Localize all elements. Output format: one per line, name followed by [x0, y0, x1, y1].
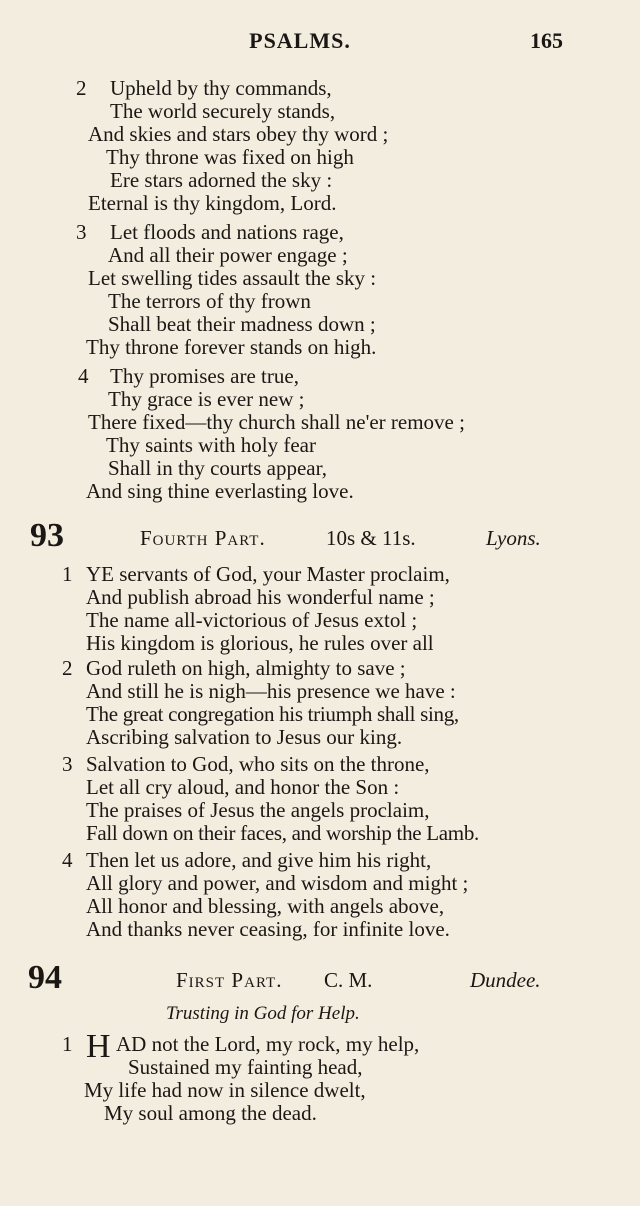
verse-line: Shall in thy courts appear, — [108, 456, 328, 480]
psalm-part: Fourth Part. — [140, 526, 266, 550]
verse-line: Thy grace is ever new ; — [108, 387, 305, 411]
psalm-part: First Part. — [176, 968, 283, 992]
verse-line: Let swelling tides assault the sky : — [88, 266, 377, 290]
verse-line: All honor and blessing, with angels above, — [86, 894, 445, 918]
verse-line: Salvation to God, who sits on the throne, — [86, 752, 430, 776]
verse-line: Thy throne was fixed on high — [106, 145, 354, 169]
stanza-number: 1 — [62, 562, 73, 586]
verse-line: All glory and power, and wisdom and might ; — [86, 871, 469, 895]
verse-line: Thy saints with holy fear — [106, 433, 316, 457]
psalm-tune: Lyons. — [486, 526, 541, 550]
verse-line: And thanks never ceasing, for infinite love. — [86, 917, 450, 941]
stanza-number: 2 — [62, 656, 73, 680]
verse-line: Thy promises are true, — [110, 364, 299, 388]
verse-line: Sustained my fainting head, — [128, 1055, 363, 1079]
stanza-number: 3 — [62, 752, 73, 776]
verse-line: His kingdom is glorious, he rules over all — [86, 631, 434, 655]
page-number: 165 — [530, 28, 563, 53]
verse-line: And publish abroad his wonderful name ; — [86, 585, 435, 609]
verse-line: And still he is nigh—his presence we have : — [86, 679, 456, 703]
psalm-meter: 10s & 11s. — [326, 526, 416, 550]
stanza-number: 1 — [62, 1032, 73, 1056]
verse-line: AD not the Lord, my rock, my help, — [116, 1032, 420, 1056]
verse-line: And skies and stars obey thy word ; — [88, 122, 389, 146]
running-header-title: PSALMS. — [249, 28, 351, 53]
verse-line: And all their power engage ; — [108, 243, 348, 267]
psalm-number: 93 — [30, 517, 64, 554]
verse-line: YE servants of God, your Master proclaim, — [86, 562, 450, 586]
verse-line: The terrors of thy frown — [108, 289, 311, 313]
stanza-number: 4 — [78, 364, 89, 388]
verse-line: There fixed—thy church shall ne'er remove ; — [88, 410, 465, 434]
verse-line: Then let us adore, and give him his right, — [86, 848, 432, 872]
verse-line: Fall down on their faces, and worship the Lamb. — [86, 821, 479, 845]
psalm-meter: C. M. — [324, 968, 373, 992]
verse-line: My life had now in silence dwelt, — [84, 1078, 366, 1102]
stanza-number: 3 — [76, 220, 87, 244]
psalm-subtitle: Trusting in God for Help. — [166, 1003, 360, 1024]
verse-line: Ascribing salvation to Jesus our king. — [86, 725, 403, 749]
verse-line: Thy throne forever stands on high. — [86, 335, 377, 359]
verse-line: Let floods and nations rage, — [110, 220, 344, 244]
verse-line: Eternal is thy kingdom, Lord. — [88, 191, 337, 215]
verse-line: The great congregation his triumph shall sing, — [86, 702, 459, 726]
psalm-number: 94 — [28, 959, 62, 996]
verse-line: The praises of Jesus the angels proclaim, — [86, 798, 430, 822]
verse-line: Ere stars adorned the sky : — [110, 168, 333, 192]
verse-line: Shall beat their madness down ; — [108, 312, 376, 336]
verse-line: The name all-victorious of Jesus extol ; — [86, 608, 418, 632]
verse-line: The world securely stands, — [110, 99, 336, 123]
psalm-tune: Dundee. — [470, 968, 541, 992]
verse-line: My soul among the dead. — [104, 1101, 317, 1125]
drop-cap: H — [86, 1028, 111, 1065]
verse-line: Let all cry aloud, and honor the Son : — [86, 775, 400, 799]
verse-line: God ruleth on high, almighty to save ; — [86, 656, 406, 680]
verse-line: And sing thine everlasting love. — [86, 479, 354, 503]
stanza-number: 2 — [76, 76, 87, 100]
stanza-number: 4 — [62, 848, 73, 872]
verse-line: Upheld by thy commands, — [110, 76, 332, 100]
